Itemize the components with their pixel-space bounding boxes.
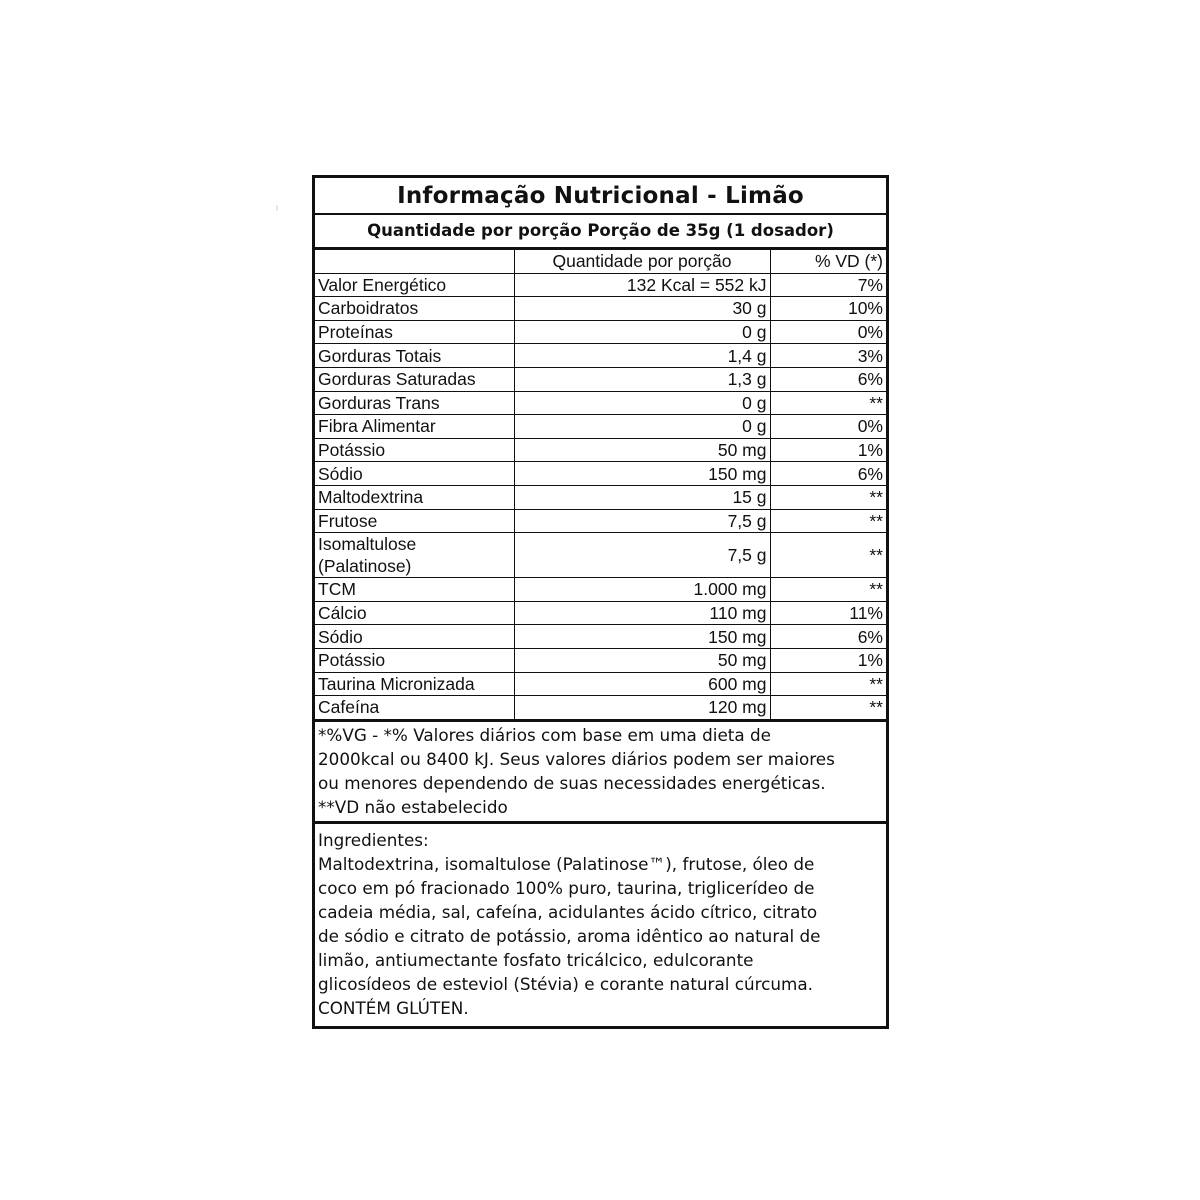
ingredients-line: glicosídeos de esteviol (Stévia) e corante natural cúrcuma. xyxy=(318,973,813,994)
nutrient-vd: 0% xyxy=(770,320,886,344)
ingredients-heading: Ingredientes: xyxy=(318,829,429,850)
nutrient-amount: 15 g xyxy=(514,485,770,509)
table-row xyxy=(315,648,886,672)
nutrient-vd: 7% xyxy=(770,273,886,297)
nutrient-name: Cafeína xyxy=(315,696,514,720)
nutrient-name: Isomaltulose (Palatinose) xyxy=(315,533,514,578)
ingredients-line: CONTÉM GLÚTEN. xyxy=(318,997,469,1018)
table-row xyxy=(315,344,886,368)
edge-mark xyxy=(276,205,278,211)
nutrient-vd: ** xyxy=(770,696,886,720)
table-row xyxy=(315,273,886,297)
nutrient-vd: 6% xyxy=(770,462,886,486)
nutrient-vd: ** xyxy=(770,509,886,533)
table-row xyxy=(315,578,886,602)
table-row xyxy=(315,415,886,439)
nutrient-vd: 1% xyxy=(770,648,886,672)
footnote-line: **VD não estabelecido xyxy=(318,796,508,817)
nutrient-amount: 150 mg xyxy=(514,462,770,486)
table-row xyxy=(315,297,886,321)
nutrient-name: Frutose xyxy=(315,509,514,533)
nutrient-amount: 132 Kcal = 552 kJ xyxy=(514,273,770,297)
header-amount: Quantidade por porção xyxy=(514,250,770,273)
nutrient-name: Maltodextrina xyxy=(315,485,514,509)
nutrient-name: Potássio xyxy=(315,438,514,462)
nutrient-name: TCM xyxy=(315,578,514,602)
footnote-line: 2000kcal ou 8400 kJ. Seus valores diários podem ser maiores xyxy=(318,748,835,769)
nutrient-vd: 6% xyxy=(770,625,886,649)
nutrient-name: Sódio xyxy=(315,462,514,486)
ingredients-line: coco em pó fracionado 100% puro, taurina, triglicerídeo de xyxy=(318,877,815,898)
nutrient-amount: 0 g xyxy=(514,391,770,415)
nutrient-vd: ** xyxy=(770,672,886,696)
footnote-line: ou menores dependendo de suas necessidades energéticas. xyxy=(318,772,826,793)
table-row xyxy=(315,672,886,696)
header-vd: % VD (*) xyxy=(770,250,886,273)
nutrient-amount: 1,4 g xyxy=(514,344,770,368)
nutrition-table xyxy=(315,250,886,720)
nutrient-name: Taurina Micronizada xyxy=(315,672,514,696)
nutrient-vd: 3% xyxy=(770,344,886,368)
daily-value-footnote xyxy=(315,720,886,824)
table-row xyxy=(315,485,886,509)
nutrient-vd: 11% xyxy=(770,601,886,625)
nutrient-vd: ** xyxy=(770,533,886,578)
nutrient-name: Sódio xyxy=(315,625,514,649)
nutrient-vd: ** xyxy=(770,485,886,509)
nutrient-amount: 0 g xyxy=(514,320,770,344)
nutrient-vd: ** xyxy=(770,578,886,602)
nutrient-amount: 50 mg xyxy=(514,438,770,462)
nutrient-name: Proteínas xyxy=(315,320,514,344)
nutrient-amount: 50 mg xyxy=(514,648,770,672)
nutrient-name: Gorduras Saturadas xyxy=(315,367,514,391)
nutrient-vd: 6% xyxy=(770,367,886,391)
nutrient-amount: 120 mg xyxy=(514,696,770,720)
ingredients-line: limão, antiumectante fosfato tricálcico, edulcorante xyxy=(318,949,754,970)
nutrient-amount: 110 mg xyxy=(514,601,770,625)
table-row xyxy=(315,625,886,649)
table-row xyxy=(315,533,886,578)
nutrient-name: Cálcio xyxy=(315,601,514,625)
nutrient-amount: 0 g xyxy=(514,415,770,439)
table-row xyxy=(315,367,886,391)
nutrient-amount: 7,5 g xyxy=(514,509,770,533)
label-title: Informação Nutricional - Limão xyxy=(315,178,886,215)
nutrient-amount: 600 mg xyxy=(514,672,770,696)
nutrient-name: Gorduras Totais xyxy=(315,344,514,368)
table-row xyxy=(315,438,886,462)
nutrient-name: Gorduras Trans xyxy=(315,391,514,415)
table-row xyxy=(315,601,886,625)
table-row xyxy=(315,696,886,720)
nutrient-vd: 0% xyxy=(770,415,886,439)
header-nutrient xyxy=(315,250,514,273)
nutrient-vd: 10% xyxy=(770,297,886,321)
nutrient-name: Fibra Alimentar xyxy=(315,415,514,439)
nutrient-amount: 1.000 mg xyxy=(514,578,770,602)
table-header-row xyxy=(315,250,886,273)
table-row xyxy=(315,462,886,486)
table-row xyxy=(315,391,886,415)
nutrition-label xyxy=(312,175,889,1029)
ingredients-line: cadeia média, sal, cafeína, acidulantes ácido cítrico, citrato xyxy=(318,901,818,922)
nutrient-amount: 150 mg xyxy=(514,625,770,649)
table-row xyxy=(315,509,886,533)
footnote-line: *%VG - *% Valores diários com base em uma dieta de xyxy=(318,724,771,745)
ingredients-section xyxy=(315,824,886,1026)
nutrient-vd: 1% xyxy=(770,438,886,462)
ingredients-line: Maltodextrina, isomaltulose (Palatinose™), frutose, óleo de xyxy=(318,853,815,874)
serving-size: Quantidade por porção Porção de 35g (1 dosador) xyxy=(315,215,886,250)
nutrient-amount: 1,3 g xyxy=(514,367,770,391)
nutrient-amount: 30 g xyxy=(514,297,770,321)
table-row xyxy=(315,320,886,344)
nutrient-name: Valor Energético xyxy=(315,273,514,297)
nutrient-name: Carboidratos xyxy=(315,297,514,321)
table-body xyxy=(315,273,886,719)
nutrient-vd: ** xyxy=(770,391,886,415)
nutrient-amount: 7,5 g xyxy=(514,533,770,578)
nutrient-name: Potássio xyxy=(315,648,514,672)
ingredients-line: de sódio e citrato de potássio, aroma idêntico ao natural de xyxy=(318,925,821,946)
